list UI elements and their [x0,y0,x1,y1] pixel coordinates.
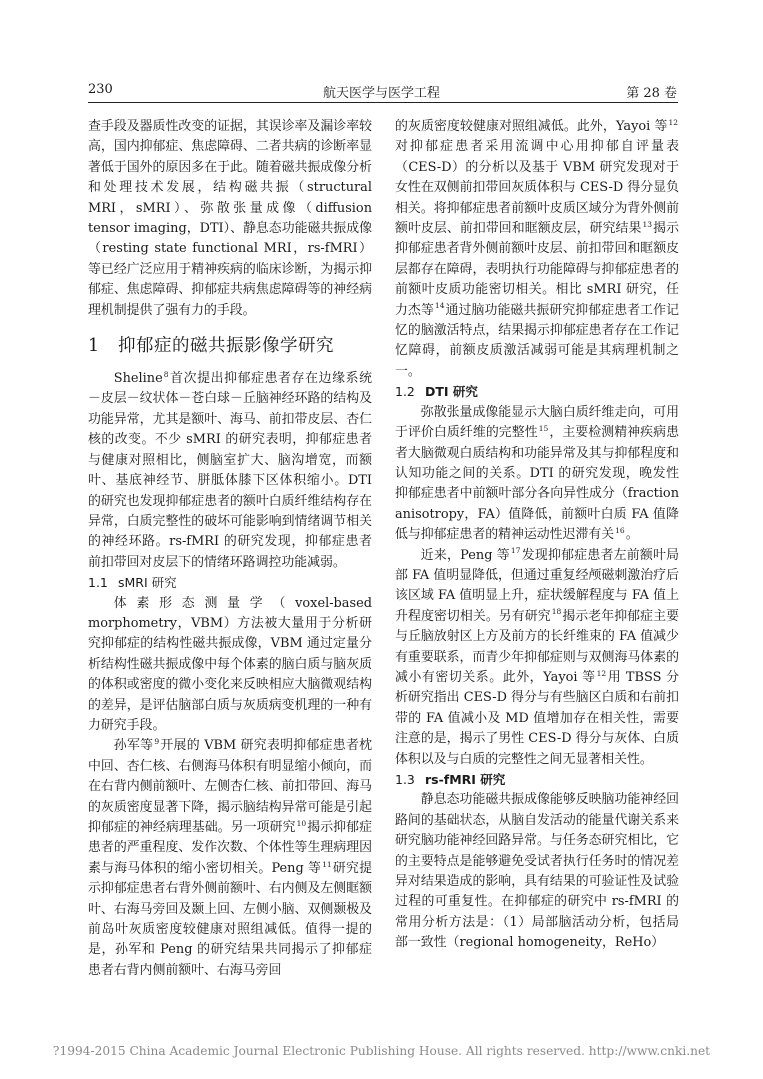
citation-ref: 12 [668,117,678,127]
text-run: ，主要检测精神疾病患者大脑微观白质结构和功能异常及其与抑郁程度和认知功能之间的关系。DTI 的研究发现，晚发性抑郁症患者中前额叶部分各向异性成分（fraction anisotropy，FA）值降低，前额叶白质 FA 值降低与抑郁症患者的精神运动性迟滞有关 [395,425,680,543]
subsection-title: DTI 研究 [425,384,478,400]
citation-ref: 11 [322,859,332,869]
section-1-heading [88,331,372,361]
subsection-number: 1.2 [395,384,415,400]
subsection-1-1-heading [88,573,372,593]
text-run: 通过脑功能磁共振研究抑郁症患者工作记忆的脑激活特点，结果揭示抑郁症患者存在工作记忆障碍，前额皮质激活减弱可能是其病理机制之一。 [395,302,679,379]
subsection-title: rs-fMRI 研究 [425,772,506,787]
journal-title: 航天医学与医学工程 [322,86,440,101]
text-run: 孙军等 [113,738,154,754]
page-number: 230 [88,82,113,97]
text-run: 揭示老年抑郁症主要与丘脑放射区上方及前方的长纤维束的 FA 值减少有重要联系，而青少年抑郁症则与双侧海马体素的减小有密切关系。此外，Yayoi 等 [395,608,679,685]
text-run: 的灰质密度较健康对照组减低。此外，Yayoi 等 [395,119,668,134]
text-run: Sheline [113,371,163,387]
subsection-number: 1.3 [395,772,415,787]
citation-ref: 14 [434,301,445,311]
text-run: 发现抑郁症患者左前额叶局部 FA 值明显降低，但通过重复经颅磁刺激治疗后该区域 FA 值明显上升，症状缓解程度与 FA 值上升程度密切相关。另有研究 [395,547,680,624]
copyright-footer: ?1994-2015 China Academic Journal Electronic Publishing House. All rights reserved. http://www.cnki.net [52,1044,711,1058]
subsection-title: sMRI 研究 [118,575,177,591]
header-rule [88,102,678,103]
text-run: 用 TBSS 分析研究指出 CES-D 得分与有些脑区白质和右前扣带的 FA 值减小及 MD 值增加存在相关性，需要注意的是，揭示了男性 CES-D 得分与灰体、白质体积以及与白质的完整性之间无显著相关性。 [395,669,679,767]
subsection-number: 1.1 [88,575,108,591]
paragraph-rsfmri: 静息态功能磁共振成像能够反映脑功能神经回路间的基础状态，从脑自发活动的能量代谢关系来研究脑功能神经回路异常。与任务态研究相比，它的主要特点是能够避免受试者执行任务时的情况差异对结果造成的影响，具有结果的可验证性及试验过程的可重复性。在抑郁症的研究中 rs-fMRI 的常用分析方法是：（1）局部脑活动分析，包括局部一致性（regional homogeneity，ReHo） [395,792,679,951]
citation-ref: 8 [163,369,169,379]
right-column [395,117,679,954]
paragraph-sheline [88,369,372,573]
text-run: 首次提出抑郁症患者存在边缘系统－皮层－纹状体－苍白球－丘脑神经环路的结构及功能异常，尤其是额叶、海马、前扣带皮层、杏仁核的改变。不少 sMRI 的研究表明，抑郁症患者与健康对照相比，侧脑室扩大、脑沟增宽，而额叶、基底神经节、胼胝体膝下区体积缩小。DTI 的研究也发现抑郁症患者的额叶白质纤维结构存在异常，白质完整性的破坏可能影响到情绪调节相关的神经环路。rs-fMRI 的研究发现，抑郁症患者前扣带回对皮层下的情绪环路调控功能减弱。 [88,371,372,570]
text-run: 近来，Peng 等 [420,547,510,563]
subsection-1-2-heading [395,382,679,402]
paragraph-yayoi [395,117,679,382]
citation-ref: 10 [296,818,307,828]
volume-label: 第 28 卷 [626,86,677,101]
paragraph-intro-end: 查手段及器质性改变的证据，其误诊率及漏诊率较高，国内抑郁症、焦虑障碍、二者共病的诊断率显著低于国外的原因多在于此。随着磁共振成像分析和处理技术发展，结构磁共振（structural MRI，sMRI）、弥散张量成像（diffusion tensor imaging，DTI）、静息态功能磁共振成像（resting state functional MRI，rs-fMRI）等已经广泛应用于精神疾病的临床诊断，为揭示抑郁症、焦虑障碍、抑郁症共病焦虑障碍等的神经病理机制提供了强有力的手段。 [88,119,372,318]
text-run: 。 [625,527,639,543]
citation-ref: 18 [551,607,562,617]
citation-ref: 12 [596,668,607,678]
text-run: 揭示抑郁症患者背外侧前额叶皮层、前扣带回和眶额皮层都存在障碍，表明执行功能障碍与抑郁症患者的前额叶皮质功能密切相关。相比 sMRI 研究，任力杰等 [395,221,680,318]
left-column [88,117,372,981]
subsection-1-3-heading [395,770,679,790]
text-run: 揭示抑郁症患者的严重程度、发作次数、个体性等生理病理因素与海马体积的缩小密切相关。Peng 等 [88,820,373,876]
citation-ref: 16 [615,525,625,535]
paragraph-sunjun [88,736,372,981]
citation-ref: 15 [538,423,549,433]
citation-ref: 13 [642,219,653,229]
text-run: 对抑郁症患者采用流调中心用抑郁自评量表（CES-D）的分析以及基于 VBM 研究发现对于女性在双侧前扣带回灰质体积与 CES-D 得分显负相关。将抑郁症患者前额叶皮质区域分为背外侧前额叶皮层、前扣带回和眶额皮层，研究结果 [395,139,679,237]
citation-ref: 17 [510,546,521,556]
paragraph-dti [395,403,679,546]
text-run: 开展的 VBM 研究表明抑郁症患者枕中回、杏仁核、右侧海马体积有明显缩小倾向，而在右背内侧前额叶、左侧杏仁核、前扣带回、海马的灰质密度显著下降，揭示脑结构异常可能是引起抑郁症的神经病理基础。另一项研究 [88,738,373,835]
text-run: 研究提示抑郁症患者右背外侧前额叶、右内侧及左侧眶额叶、右海马旁回及颞上回、左侧小脑、双侧颞极及前岛叶灰质密度较健康对照组减低。值得一提的是，孙军和 Peng 的研究结果共同揭示了抑郁症患者右背内侧前额叶、右海马旁回 [88,860,372,978]
paragraph-peng [395,546,679,770]
text-run: 弥散张量成像能显示大脑白质纤维走向，可用于评价白质纤维的完整性 [395,404,679,441]
section-title: 抑郁症的磁共振影像学研究 [118,336,334,357]
citation-ref: 9 [154,737,160,747]
paragraph-vbm: 体素形态测量学（voxel-based morphometry，VBM）方法被大量用于分析研究抑郁症的结构性磁共振成像，VBM 通过定量分析结构性磁共振成像中每个体素的脑白质与脑灰质的体积或密度的微小变化来反映相应大脑微观结构的差异，是评估脑部白质与灰质病变机理的一种有力研究手段。 [88,595,372,733]
section-number: 1 [88,336,100,357]
